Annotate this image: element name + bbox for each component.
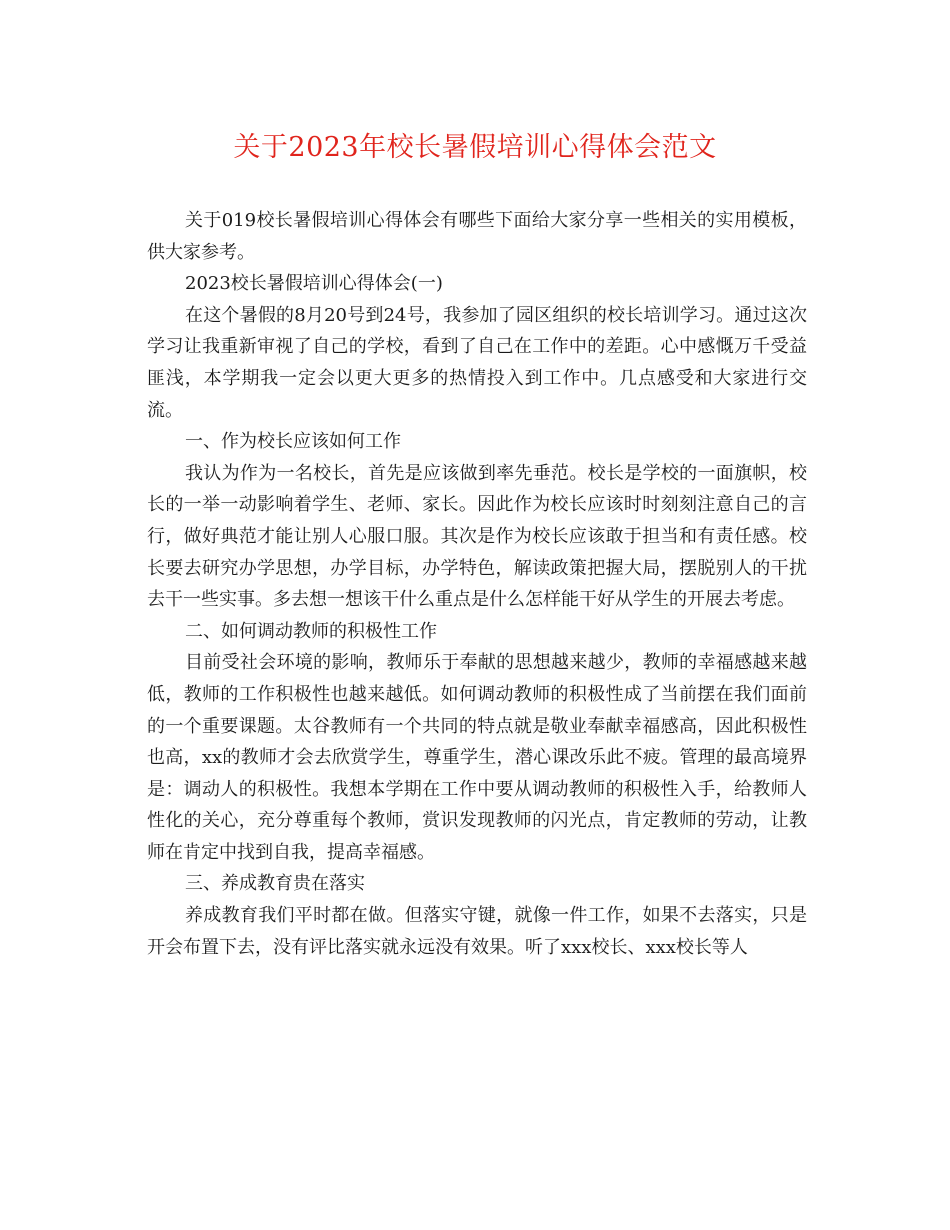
document-title: 关于2023年校长暑假培训心得体会范文	[233, 132, 717, 163]
paragraph-principal-work: 我认为作为一名校长，首先是应该做到率先垂范。校长是学校的一面旗帜，校长的一举一动影响着学生、老师、家长。因此作为校长应该时时刻刻注意自己的言行，做好典范才能让别人心服口服。其次是作为校长应该敢于担当和有责任感。校长要去研究办学思想，办学目标，办学特色，解读政策把握大局，摆脱别人的干扰去干一些实事。多去想一想该干什么重点是什么怎样能干好从学生的开展去考虑。	[147, 462, 807, 611]
section-heading-part-one: 2023校长暑假培训心得体会(一)	[185, 273, 443, 295]
paragraph-habit-education: 养成教育我们平时都在做。但落实守键，就像一件工作，如果不去落实，只是开会布置下去，没有评比落实就永远没有效果。听了xxx校长、xxx校长等人	[147, 905, 807, 958]
subheading-principal-work: 一、作为校长应该如何工作	[185, 431, 401, 453]
subheading-habit-education: 三、养成教育贵在落实	[185, 873, 365, 895]
paragraph-training-overview: 在这个暑假的8月20号到24号，我参加了园区组织的校长培训学习。通过这次学习让我重新审视了自己的学校，看到了自己在工作中的差距。心中感慨万千受益匪浅，本学期我一定会以更大更多的热情投入到工作中。几点感受和大家进行交流。	[147, 304, 807, 421]
subheading-teacher-motivation: 二、如何调动教师的积极性工作	[185, 620, 437, 642]
document-body	[147, 205, 807, 963]
paragraph-teacher-motivation: 目前受社会环境的影响，教师乐于奉献的思想越来越少，教师的幸福感越来越低，教师的工作积极性也越来越低。如何调动教师的积极性成了当前摆在我们面前的一个重要课题。太谷教师有一个共同的特点就是敬业奉献幸福感高，因此积极性也高，xx的教师才会去欣赏学生，尊重学生，潜心课改乐此不疲。管理的最高境界是：调动人的积极性。我想本学期在工作中要从调动教师的积极性入手，给教师人性化的关心，充分尊重每个教师，赏识发现教师的闪光点，肯定教师的劳动，让教师在肯定中找到自我，提高幸福感。	[147, 652, 807, 863]
intro-paragraph: 关于019校长暑假培训心得体会有哪些下面给大家分享一些相关的实用模板，供大家参考。	[147, 210, 807, 263]
